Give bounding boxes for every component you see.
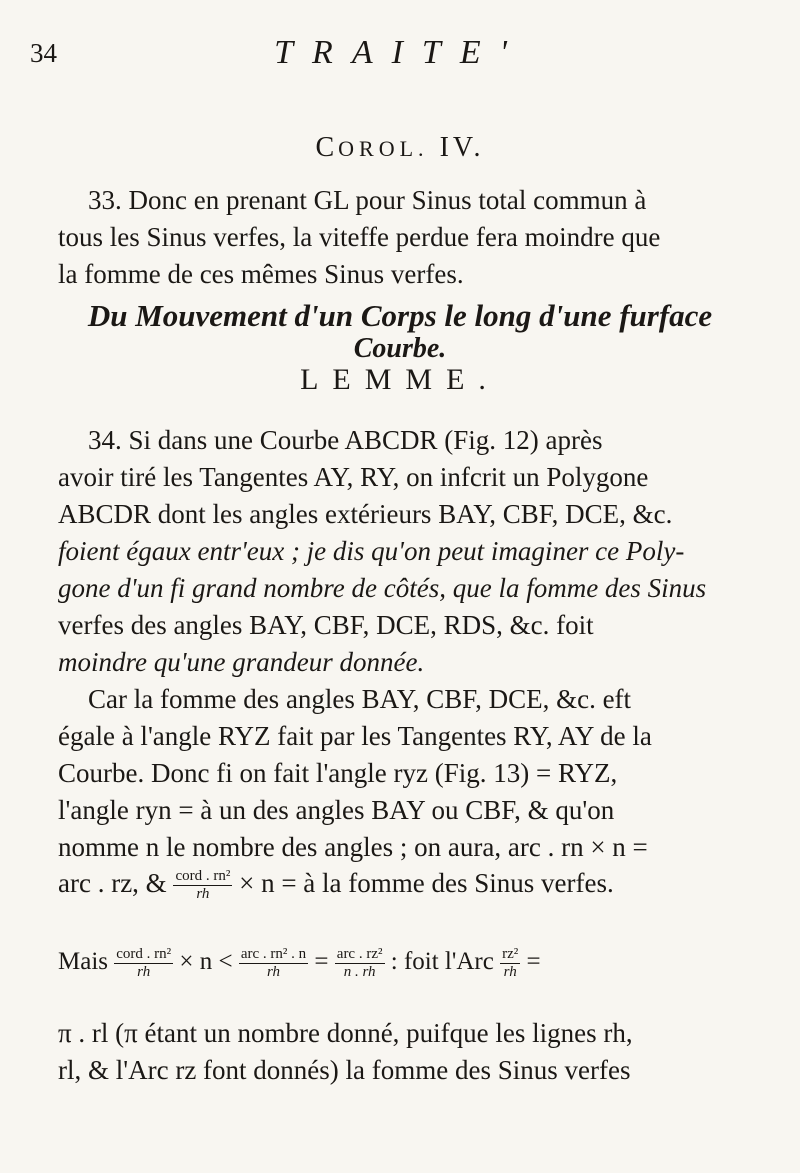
running-title: TRAITE': [274, 34, 526, 71]
para33-line: 33. Donc en prenant GL pour Sinus total commun à: [88, 185, 647, 215]
page-number: 34: [30, 38, 57, 68]
fraction-denominator: rh: [137, 964, 151, 980]
section-title-line2: Courbe.: [353, 333, 447, 364]
formula-text: : foit l'Arc: [390, 948, 494, 976]
lemma-line: foient égaux entr'eux ; je dis qu'on peut imaginer ce Poly-: [58, 536, 685, 566]
fraction-denominator: rh: [196, 886, 210, 903]
formula-text: =: [314, 948, 329, 976]
corollary-heading-initial: C: [315, 132, 339, 163]
lemma-line: avoir tiré les Tangentes AY, RY, on infcrit un Polygone: [58, 462, 649, 492]
corollary-heading-rest: OROL.: [338, 136, 429, 161]
proof-line: Car la fomme des angles BAY, CBF, DCE, &c. eft: [88, 684, 632, 714]
lemma-line: 34. Si dans une Courbe ABCDR (Fig. 12) après: [88, 425, 603, 455]
fraction-numerator: rz²: [502, 946, 519, 962]
fraction-denominator: rh: [266, 964, 281, 980]
lemma-line: ABCDR dont les angles extérieurs BAY, CBF, DCE, &c.: [58, 499, 673, 529]
para33-line: la fomme de ces mêmes Sinus verfes.: [58, 259, 464, 289]
proof-line: nomme n le nombre des angles ; on aura, arc . rn × n =: [58, 832, 648, 862]
fraction-denominator: rh: [503, 964, 517, 980]
proof-line: π . rl (π étant un nombre donné, puifque les lignes rh,: [58, 1018, 633, 1048]
fraction-rz2-over-rh: [500, 946, 520, 981]
fraction-arc-rz2-over-n-rh: [335, 946, 385, 981]
lemma-line: verfes des angles BAY, CBF, DCE, RDS, &c. foit: [58, 610, 594, 640]
fraction-numerator: arc . rn² . n: [240, 946, 307, 962]
proof-line: rl, & l'Arc rz font donnés) la fomme des Sinus verfes: [58, 1055, 631, 1085]
fraction-numerator: cord . rn²: [175, 868, 231, 885]
proof-line: égale à l'angle RYZ fait par les Tangentes RY, AY de la: [58, 721, 652, 751]
para33-line: tous les Sinus verfes, la viteffe perdue fera moindre que: [58, 222, 661, 252]
formula-line-1: [58, 868, 614, 903]
formula-text: Mais: [58, 948, 108, 976]
corollary-heading: [0, 132, 800, 164]
proof-line: l'angle ryn = à un des angles BAY ou CBF, & qu'on: [58, 795, 615, 825]
fraction-cord-rn2-over-rh: [114, 946, 173, 981]
lemma-heading: LEMME.: [300, 363, 500, 396]
corollary-heading-number: IV.: [439, 132, 485, 163]
fraction-numerator: arc . rz²: [336, 946, 383, 962]
lemma-line: gone d'un fi grand nombre de côtés, que la fomme des Sinus: [58, 573, 707, 603]
formula-text: =: [526, 948, 541, 976]
fraction-cord-rn2-over-rh: [173, 868, 232, 903]
section-title: Du Mouvement d'un Corps le long d'une furface: [87, 298, 713, 333]
fraction-arc-rn2-n-over-rh: [239, 946, 308, 981]
formula-text: × n = à la fomme des Sinus verfes.: [239, 868, 614, 898]
fraction-denominator: n . rh: [343, 964, 376, 980]
formula-text: arc . rz, &: [58, 868, 167, 898]
formula-text: × n <: [179, 948, 233, 976]
fraction-numerator: cord . rn²: [116, 946, 172, 962]
lemma-line: moindre qu'une grandeur donnée.: [58, 647, 425, 677]
proof-line: Courbe. Donc fi on fait l'angle ryz (Fig. 13) = RYZ,: [58, 758, 618, 788]
formula-line-2: [58, 946, 541, 981]
